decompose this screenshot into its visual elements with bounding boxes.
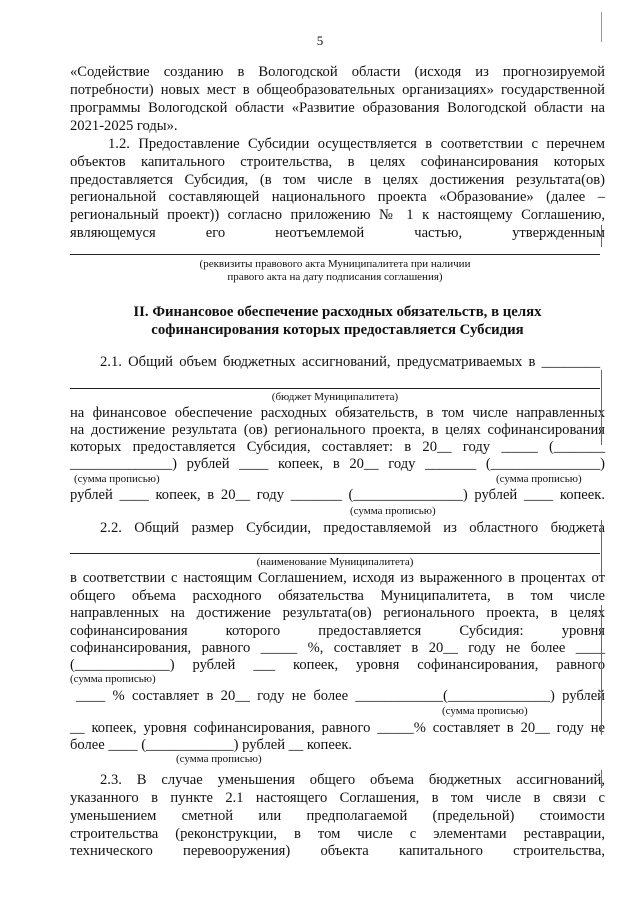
note-caption: (сумма прописью) xyxy=(350,505,436,517)
paragraph-line: указанного в пункте 2.1 настоящего Соглашения, в том числе в связи с xyxy=(70,790,605,806)
paragraph-line: региональной составляющей национального проекта «Образование» (далее – xyxy=(70,189,605,205)
paragraph-line: направленных на достижение результата(ов) регионального проекта, в целях xyxy=(70,605,605,621)
note-caption: (реквизиты правового акта Муниципалитета при наличии xyxy=(199,258,471,270)
scan-artifact xyxy=(601,605,602,735)
blank-line xyxy=(70,254,600,255)
paragraph-line: софинансирования которого предоставляется Субсидия: уровня xyxy=(70,623,605,639)
note-caption: (наименование Муниципалитета) xyxy=(256,556,414,568)
paragraph-line: ____ % составляет в 20__ году не более ____________(______________) рублей xyxy=(76,688,605,704)
paragraph-line: более ____ (____________) рублей __ копеек. xyxy=(70,737,353,753)
scan-artifact xyxy=(601,225,602,247)
note-caption: (сумма прописью) xyxy=(176,753,262,765)
paragraph-line: (_____________) рублей ___ копеек, уровня софинансирования, равного xyxy=(70,657,605,673)
paragraph-line: строительства (реконструкции, в том числе с элементами реставрации, xyxy=(70,826,605,842)
paragraph-line: которых предоставляется Субсидия, составляет: в 20__ году _____ (_______ xyxy=(70,439,605,455)
paragraph-line: на финансовое обеспечение расходных обязательств, в том числе направленных xyxy=(70,405,605,421)
paragraph-line: рублей ____ копеек, в 20__ году _______ (_______________) рублей ____ копеек. xyxy=(70,487,605,503)
paragraph-line: программы Вологодской области «Развитие образования Вологодской области на xyxy=(70,100,605,116)
scan-artifact xyxy=(601,370,602,445)
paragraph-line: в соответствии с настоящим Соглашением, исходя из выраженного в процентах от xyxy=(70,570,605,586)
note-caption: (бюджет Муниципалитета) xyxy=(271,391,399,403)
note-caption: (сумма прописью) xyxy=(74,473,160,485)
paragraph-line: __ копеек, уровня софинансирования, равного _____% составляет в 20__ году не xyxy=(70,720,605,736)
paragraph-line: общего объема расходного обязательства Муниципалитета, в том числе xyxy=(70,588,605,604)
scan-artifact xyxy=(601,520,602,575)
blank-line xyxy=(70,388,600,389)
section-heading: II. Финансовое обеспечение расходных обязательств, в целях xyxy=(133,304,542,320)
paragraph-line: 2.1. Общий объем бюджетных ассигнований, предусматриваемых в ________ xyxy=(100,354,600,370)
note-caption: (сумма прописью) xyxy=(70,673,156,685)
paragraph-line: являющемуся его неотъемлемой частью, утвержденным xyxy=(70,225,605,241)
scan-artifact xyxy=(601,12,602,42)
paragraph-line: объектов капитального строительства, в целях софинансирования которых xyxy=(70,154,605,170)
paragraph-line: ______________) рублей ____ копеек, в 20__ году _______ (_______________) xyxy=(70,456,605,472)
paragraph-line: софинансирования, равного _____ %, составляет в 20__ году не более ____ xyxy=(70,640,605,656)
paragraph-line: 2021-2025 годы». xyxy=(70,118,178,134)
paragraph-line: уменьшением сметной или предполагаемой (предельной) стоимости xyxy=(70,808,605,824)
paragraph-line: 2.2. Общий размер Субсидии, предоставляемой из областного бюджета xyxy=(100,520,605,536)
note-caption: (сумма прописью) xyxy=(496,473,582,485)
note-caption: правого акта на дату подписания соглашения) xyxy=(227,271,443,283)
paragraph-line: технического перевооружения) объекта капитального строительства, xyxy=(70,843,605,859)
paragraph-line: региональный проект)) согласно приложению № 1 к настоящему Соглашению, xyxy=(70,207,605,223)
paragraph-line: «Содействие созданию в Вологодской области (исходя из прогнозируемой xyxy=(70,64,605,80)
scan-artifact xyxy=(601,770,602,788)
paragraph-line: предоставляется Субсидия, (в том числе в целях достижения результата(ов) xyxy=(70,172,605,188)
note-caption: (сумма прописью) xyxy=(442,705,528,717)
blank-line xyxy=(70,553,600,554)
page-number: 5 xyxy=(316,33,324,48)
paragraph-line: потребности) новых мест в общеобразовательных организациях» государственной xyxy=(70,82,605,98)
section-heading: софинансирования которых предоставляется Субсидия xyxy=(151,322,524,338)
paragraph-line: на достижение результата (ов) регионального проекта, в целях софинансирования xyxy=(70,422,605,438)
paragraph-line: 1.2. Предоставление Субсидии осуществляется в соответствии с перечнем xyxy=(108,136,605,152)
paragraph-line: 2.3. В случае уменьшения общего объема бюджетных ассигнований, xyxy=(100,772,605,788)
